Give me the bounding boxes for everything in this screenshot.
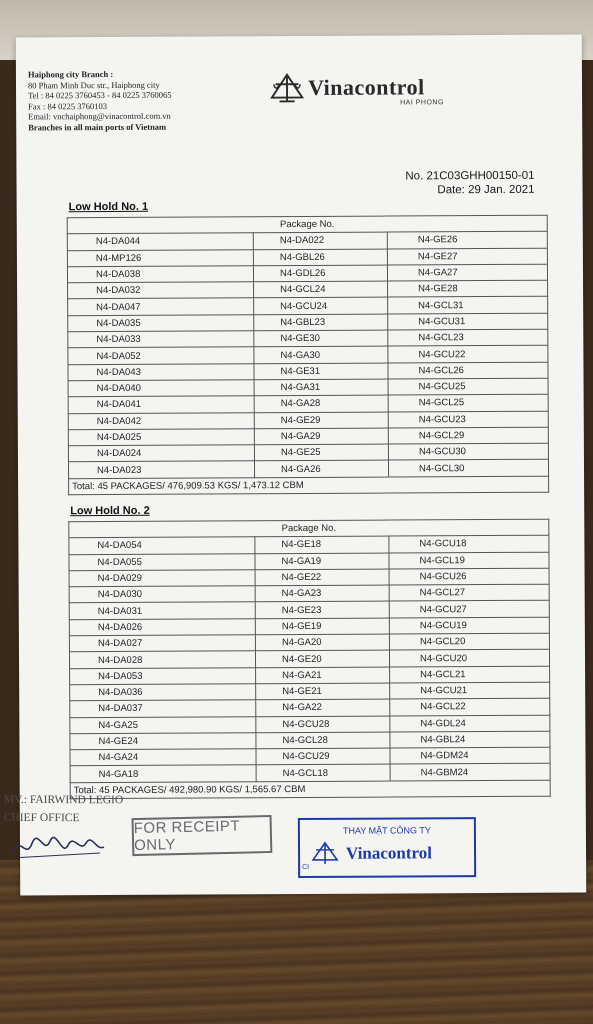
package-cell: N4-GCU23 (388, 411, 548, 428)
branch-email: Email: vnchaiphong@vinacontrol.com.vn (28, 110, 171, 122)
package-cell: N4-GA29 (254, 428, 388, 445)
branch-info (28, 68, 248, 132)
document-page (3, 35, 586, 896)
package-cell: N4-GE26 (387, 232, 547, 249)
company-stamp-top: THAY MẶT CÔNG TY (342, 825, 431, 836)
package-cell: N4-GA30 (254, 346, 388, 363)
package-cell: N4-GCL19 (389, 552, 549, 569)
package-cell: N4-GA31 (254, 379, 388, 396)
package-cell: N4-GA26 (254, 460, 388, 477)
package-cell: N4-DA036 (70, 684, 256, 701)
package-cell: N4-GA23 (255, 585, 389, 602)
package-cell: N4-GCU24 (254, 298, 388, 315)
package-cell: N4-GCU25 (388, 378, 548, 395)
package-cell: N4-DA030 (69, 586, 255, 603)
package-cell: N4-GDL24 (390, 715, 550, 732)
package-cell: N4-GA27 (387, 264, 547, 281)
master-stamp-line1: MV.: FAIRWIND LEGIO (3, 793, 124, 807)
package-cell: N4-GDL26 (253, 265, 387, 282)
package-cell: N4-DA027 (69, 635, 255, 652)
for-receipt-only-stamp: FOR RECEIPT ONLY (132, 815, 273, 856)
package-cell: N4-GCL30 (388, 460, 548, 477)
package-cell: N4-GBL26 (253, 249, 387, 266)
branch-tel: Tel : 84 0225 3760453 - 84 0225 3760065 (28, 89, 172, 101)
branch-note: Branches in all main ports of Vietnam (28, 121, 167, 132)
package-cell: N4-DA023 (68, 461, 254, 478)
package-cell: N4-GA28 (254, 395, 388, 412)
package-cell: N4-DA026 (69, 619, 255, 636)
package-cell: N4-GE31 (254, 363, 388, 380)
document-reference (405, 169, 534, 198)
package-cell: N4-GE29 (254, 412, 388, 429)
hold1-title: Low Hold No. 1 (68, 200, 149, 214)
package-cell: N4-GCU30 (388, 443, 548, 460)
package-cell: N4-GE27 (387, 248, 547, 265)
package-cell: N4-GE18 (255, 536, 389, 553)
package-cell: N4-DA047 (68, 298, 254, 315)
package-cell: N4-DA041 (68, 396, 254, 413)
package-cell: N4-DA035 (68, 315, 254, 332)
package-cell: N4-GBM24 (390, 764, 550, 781)
package-cell: N4-DA052 (68, 347, 254, 364)
package-cell: N4-DA033 (68, 331, 254, 348)
package-cell: N4-DA054 (69, 537, 255, 554)
package-cell: N4-GE30 (254, 330, 388, 347)
package-cell: N4-DA022 (253, 232, 387, 249)
package-cell: N4-GE20 (255, 650, 389, 667)
package-cell: N4-GCU28 (256, 716, 390, 733)
hold2-table-header: Package No. (69, 519, 549, 538)
branch-name: Haiphong city Branch : (27, 68, 114, 80)
package-cell: N4-GCU27 (389, 601, 549, 618)
logo-wordmark: Vinacontrol (307, 74, 425, 100)
package-cell: N4-GCU31 (388, 313, 548, 330)
package-cell: N4-GCL23 (388, 329, 548, 346)
branch-address: 80 Pham Minh Duc str., Haiphong city (27, 79, 160, 90)
package-cell: N4-GCL26 (388, 362, 548, 379)
package-cell: N4-MP126 (67, 249, 253, 266)
package-cell: N4-GA22 (256, 699, 390, 716)
company-stamp-code: CI (302, 863, 310, 871)
hold1-package-table (67, 215, 549, 496)
package-cell: N4-GA19 (255, 553, 389, 570)
package-cell: N4-GE24 (70, 733, 256, 750)
package-cell: N4-GCL21 (390, 666, 550, 683)
package-cell: N4-GCL31 (388, 297, 548, 314)
package-cell: N4-GBL24 (390, 731, 550, 748)
stamp-scale-icon (310, 840, 340, 866)
package-cell: N4-DA040 (68, 380, 254, 397)
package-cell: N4-DA025 (68, 429, 254, 446)
scale-logo-icon (268, 69, 306, 107)
total-summary: Total: 45 PACKAGES/ 476,909.53 KGS/ 1,473.12 CBM (69, 476, 549, 495)
package-cell: N4-DA032 (68, 282, 254, 299)
package-cell: N4-DA043 (68, 363, 254, 380)
package-cell: N4-GCL20 (389, 633, 549, 650)
package-cell: N4-DA028 (69, 651, 255, 668)
handwritten-signature (10, 829, 110, 864)
hold2-title: Low Hold No. 2 (70, 504, 150, 518)
package-cell: N4-GCL27 (389, 584, 549, 601)
package-cell: N4-GE19 (255, 618, 389, 635)
company-stamp-name: Vinacontrol (345, 843, 433, 863)
package-cell: N4-GE23 (255, 602, 389, 619)
package-cell: N4-DA029 (69, 570, 255, 587)
branch-fax: Fax : 84 0225 3760103 (28, 100, 108, 111)
package-cell: N4-GDM24 (390, 747, 550, 764)
package-cell: N4-GA20 (255, 634, 389, 651)
package-cell: N4-DA038 (67, 266, 253, 283)
table-total-row (69, 476, 549, 495)
package-cell: N4-DA037 (70, 700, 256, 717)
company-stamp (298, 817, 476, 878)
package-cell: N4-GA25 (70, 716, 256, 733)
package-cell: N4-GCU21 (390, 682, 550, 699)
package-cell: N4-GE22 (255, 569, 389, 586)
package-cell: N4-GCU22 (388, 346, 548, 363)
package-cell: N4-GA21 (256, 667, 390, 684)
package-cell: N4-GCL25 (388, 394, 548, 411)
package-cell: N4-GBL23 (254, 314, 388, 331)
package-cell: N4-GE25 (254, 444, 388, 461)
document-number: No. 21C03GHH00150-01 (405, 169, 535, 183)
package-cell: N4-GE21 (256, 683, 390, 700)
package-cell: N4-GCL28 (256, 732, 390, 749)
package-cell: N4-GCL29 (388, 427, 548, 444)
package-cell: N4-DA053 (70, 667, 256, 684)
package-cell: N4-GA18 (70, 765, 256, 782)
package-cell: N4-GCU20 (389, 650, 549, 667)
package-cell: N4-DA042 (68, 412, 254, 429)
package-cell: N4-GCU19 (389, 617, 549, 634)
package-cell: N4-GA24 (70, 749, 256, 766)
hold2-package-table (68, 519, 550, 800)
package-cell: N4-DA044 (67, 233, 253, 250)
logo-subtitle: HAI PHONG (400, 99, 444, 107)
hold1-table-header: Package No. (67, 215, 547, 234)
package-cell: N4-GCL22 (390, 698, 550, 715)
package-cell: N4-DA031 (69, 602, 255, 619)
total-summary: Total: 45 PACKAGES/ 492,980.90 KGS/ 1,565.67 CBM (70, 780, 550, 799)
package-cell: N4-GCU26 (389, 568, 549, 585)
package-cell: N4-GE28 (388, 280, 548, 297)
package-cell: N4-GCU18 (389, 536, 549, 553)
package-cell: N4-DA024 (68, 445, 254, 462)
package-cell: N4-GCL24 (254, 281, 388, 298)
vinacontrol-logo (268, 68, 468, 111)
package-cell: N4-GCL18 (256, 764, 390, 781)
document-date: Date: 29 Jan. 2021 (437, 183, 535, 197)
package-cell: N4-GCU29 (256, 748, 390, 765)
package-cell: N4-DA055 (69, 553, 255, 570)
master-stamp-line2: CHIEF OFFICE (3, 811, 80, 825)
